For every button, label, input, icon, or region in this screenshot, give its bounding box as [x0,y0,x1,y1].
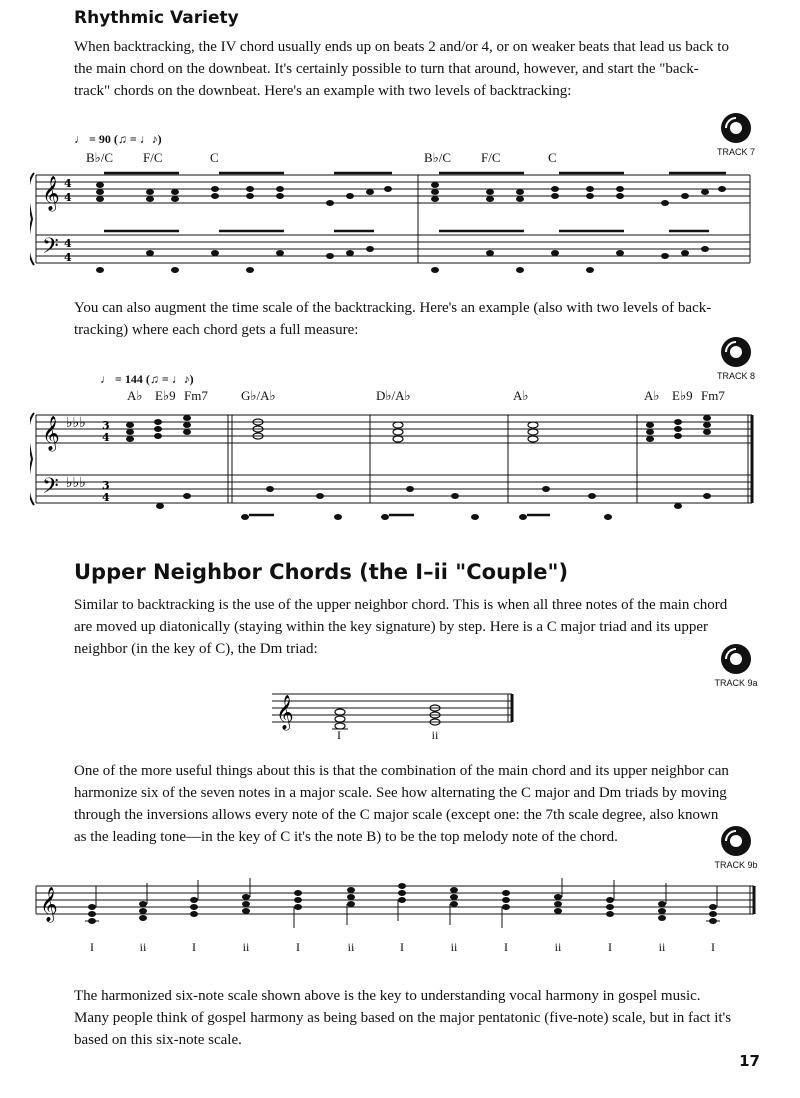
svg-text:♭♭♭: ♭♭♭ [66,415,86,431]
svg-text:3: 3 [102,419,110,432]
chord-symbol: E♭9 [155,388,176,403]
roman-numeral: I [711,940,715,954]
section-title-rhythmic-variety: Rhythmic Variety [74,8,239,28]
svg-text:4: 4 [64,237,72,250]
chord-symbol: C [210,150,219,165]
paragraph-augment: You can also augment the time scale of the backtracking. Here's an example (also with two levels of back-tracking) where each chord gets a full measure: [74,300,712,338]
roman-numeral: I [296,940,300,954]
chord-symbol: F/C [143,150,163,165]
paragraph-six-note-scale: One of the more useful things about this is that the combination of the main chord and its upper neighbor can harmonize six of the seven notes in a major scale. See how alternating the C major and Dm triads by moving through the inversions allows every note of the C major scale (except one: the 7th scale degree, also known as the leading tone—in the key of C it's the note B) to be the top melody note of the chord. [74,763,729,845]
svg-text:♭♭♭: ♭♭♭ [66,475,86,491]
cd-audio-icon [720,112,752,144]
music-staff-track-9a [270,686,520,736]
track-label: TRACK 9a [714,678,758,688]
roman-numeral: I [90,940,94,954]
svg-text:4: 4 [64,177,72,190]
chord-symbol: Fm7 [701,388,725,403]
roman-numeral: I [192,940,196,954]
roman-numeral: ii [431,728,439,742]
roman-numeral: I [608,940,612,954]
svg-text:𝄢: 𝄢 [42,234,59,264]
track-9b-badge[interactable] [706,825,766,870]
roman-numeral: I [400,940,404,954]
roman-numeral: ii [658,940,666,954]
roman-numeral: ii [554,940,562,954]
chord-symbol: B♭/C [86,150,114,165]
roman-numeral: ii [139,940,147,954]
svg-text:𝄢: 𝄢 [42,474,59,504]
paragraph-upper-neighbor: Similar to backtracking is the use of the upper neighbor chord. This is when all three notes of the main chord are moved up diatonically (staying within the key signature) by step. Here is a C major triad and its upper neighbor (in the key of C), the Dm triad: [74,597,728,657]
track-label: TRACK 8 [716,371,755,381]
track-7-badge[interactable] [706,112,766,157]
music-system-track-8 [30,405,760,525]
chord-symbol: Fm7 [184,388,208,403]
chord-symbol: C [548,150,557,165]
track-label: TRACK 7 [716,147,755,157]
page-number: 17 [739,1052,760,1070]
track-8-badge[interactable] [706,336,766,381]
roman-numeral: ii [450,940,458,954]
track-9a-badge[interactable] [706,643,766,688]
chord-symbol: E♭9 [672,388,693,403]
svg-text:4: 4 [102,491,110,504]
svg-text:𝄞: 𝄞 [40,887,58,922]
track-label: TRACK 9b [714,860,758,870]
svg-text:4: 4 [102,431,110,444]
section-title-upper-neighbor: Upper Neighbor Chords (the I–ii "Couple") [74,560,569,584]
tempo-marking: ♩ = 144 (♫ = ♩♪) [100,372,194,386]
cd-audio-icon [720,643,752,675]
chord-symbol: F/C [481,150,501,165]
chord-symbol: G♭/A♭ [241,388,276,403]
cd-audio-icon [720,825,752,857]
roman-numeral: ii [242,940,250,954]
music-system-track-7 [30,165,760,285]
svg-text:3: 3 [102,479,110,492]
tempo-marking: ♩ = 90 (♫ = ♩♪) [74,132,162,146]
chord-symbol: A♭ [513,388,529,403]
roman-numeral: I [337,728,341,742]
svg-text:𝄞: 𝄞 [42,176,60,211]
chord-symbol: A♭ [127,388,143,403]
paragraph-closing: The harmonized six-note scale shown above is the key to understanding vocal harmony in gospel music. Many people think of gospel harmony as being based on the major pentatonic (five-note) scale, but in fact it's based on this six-note scale. [74,988,732,1048]
svg-text:𝄞: 𝄞 [276,695,294,730]
cd-audio-icon [720,336,752,368]
svg-text:𝄞: 𝄞 [42,416,60,451]
svg-text:4: 4 [64,191,72,204]
chord-symbol: B♭/C [424,150,452,165]
chord-symbol: D♭/A♭ [376,388,411,403]
paragraph-rhythmic-variety: When backtracking, the IV chord usually ends up on beats 2 and/or 4, or on weaker beats that lead us back to the main chord on the downbeat. It's certainly possible to turn that around, however, and start the "back-track" chords on the downbeat. Here's an example with two levels of backtracking: [74,39,729,99]
roman-numeral: ii [347,940,355,954]
chord-symbol: A♭ [644,388,660,403]
roman-numeral: I [504,940,508,954]
music-staff-track-9b [30,878,760,938]
svg-text:4: 4 [64,251,72,264]
